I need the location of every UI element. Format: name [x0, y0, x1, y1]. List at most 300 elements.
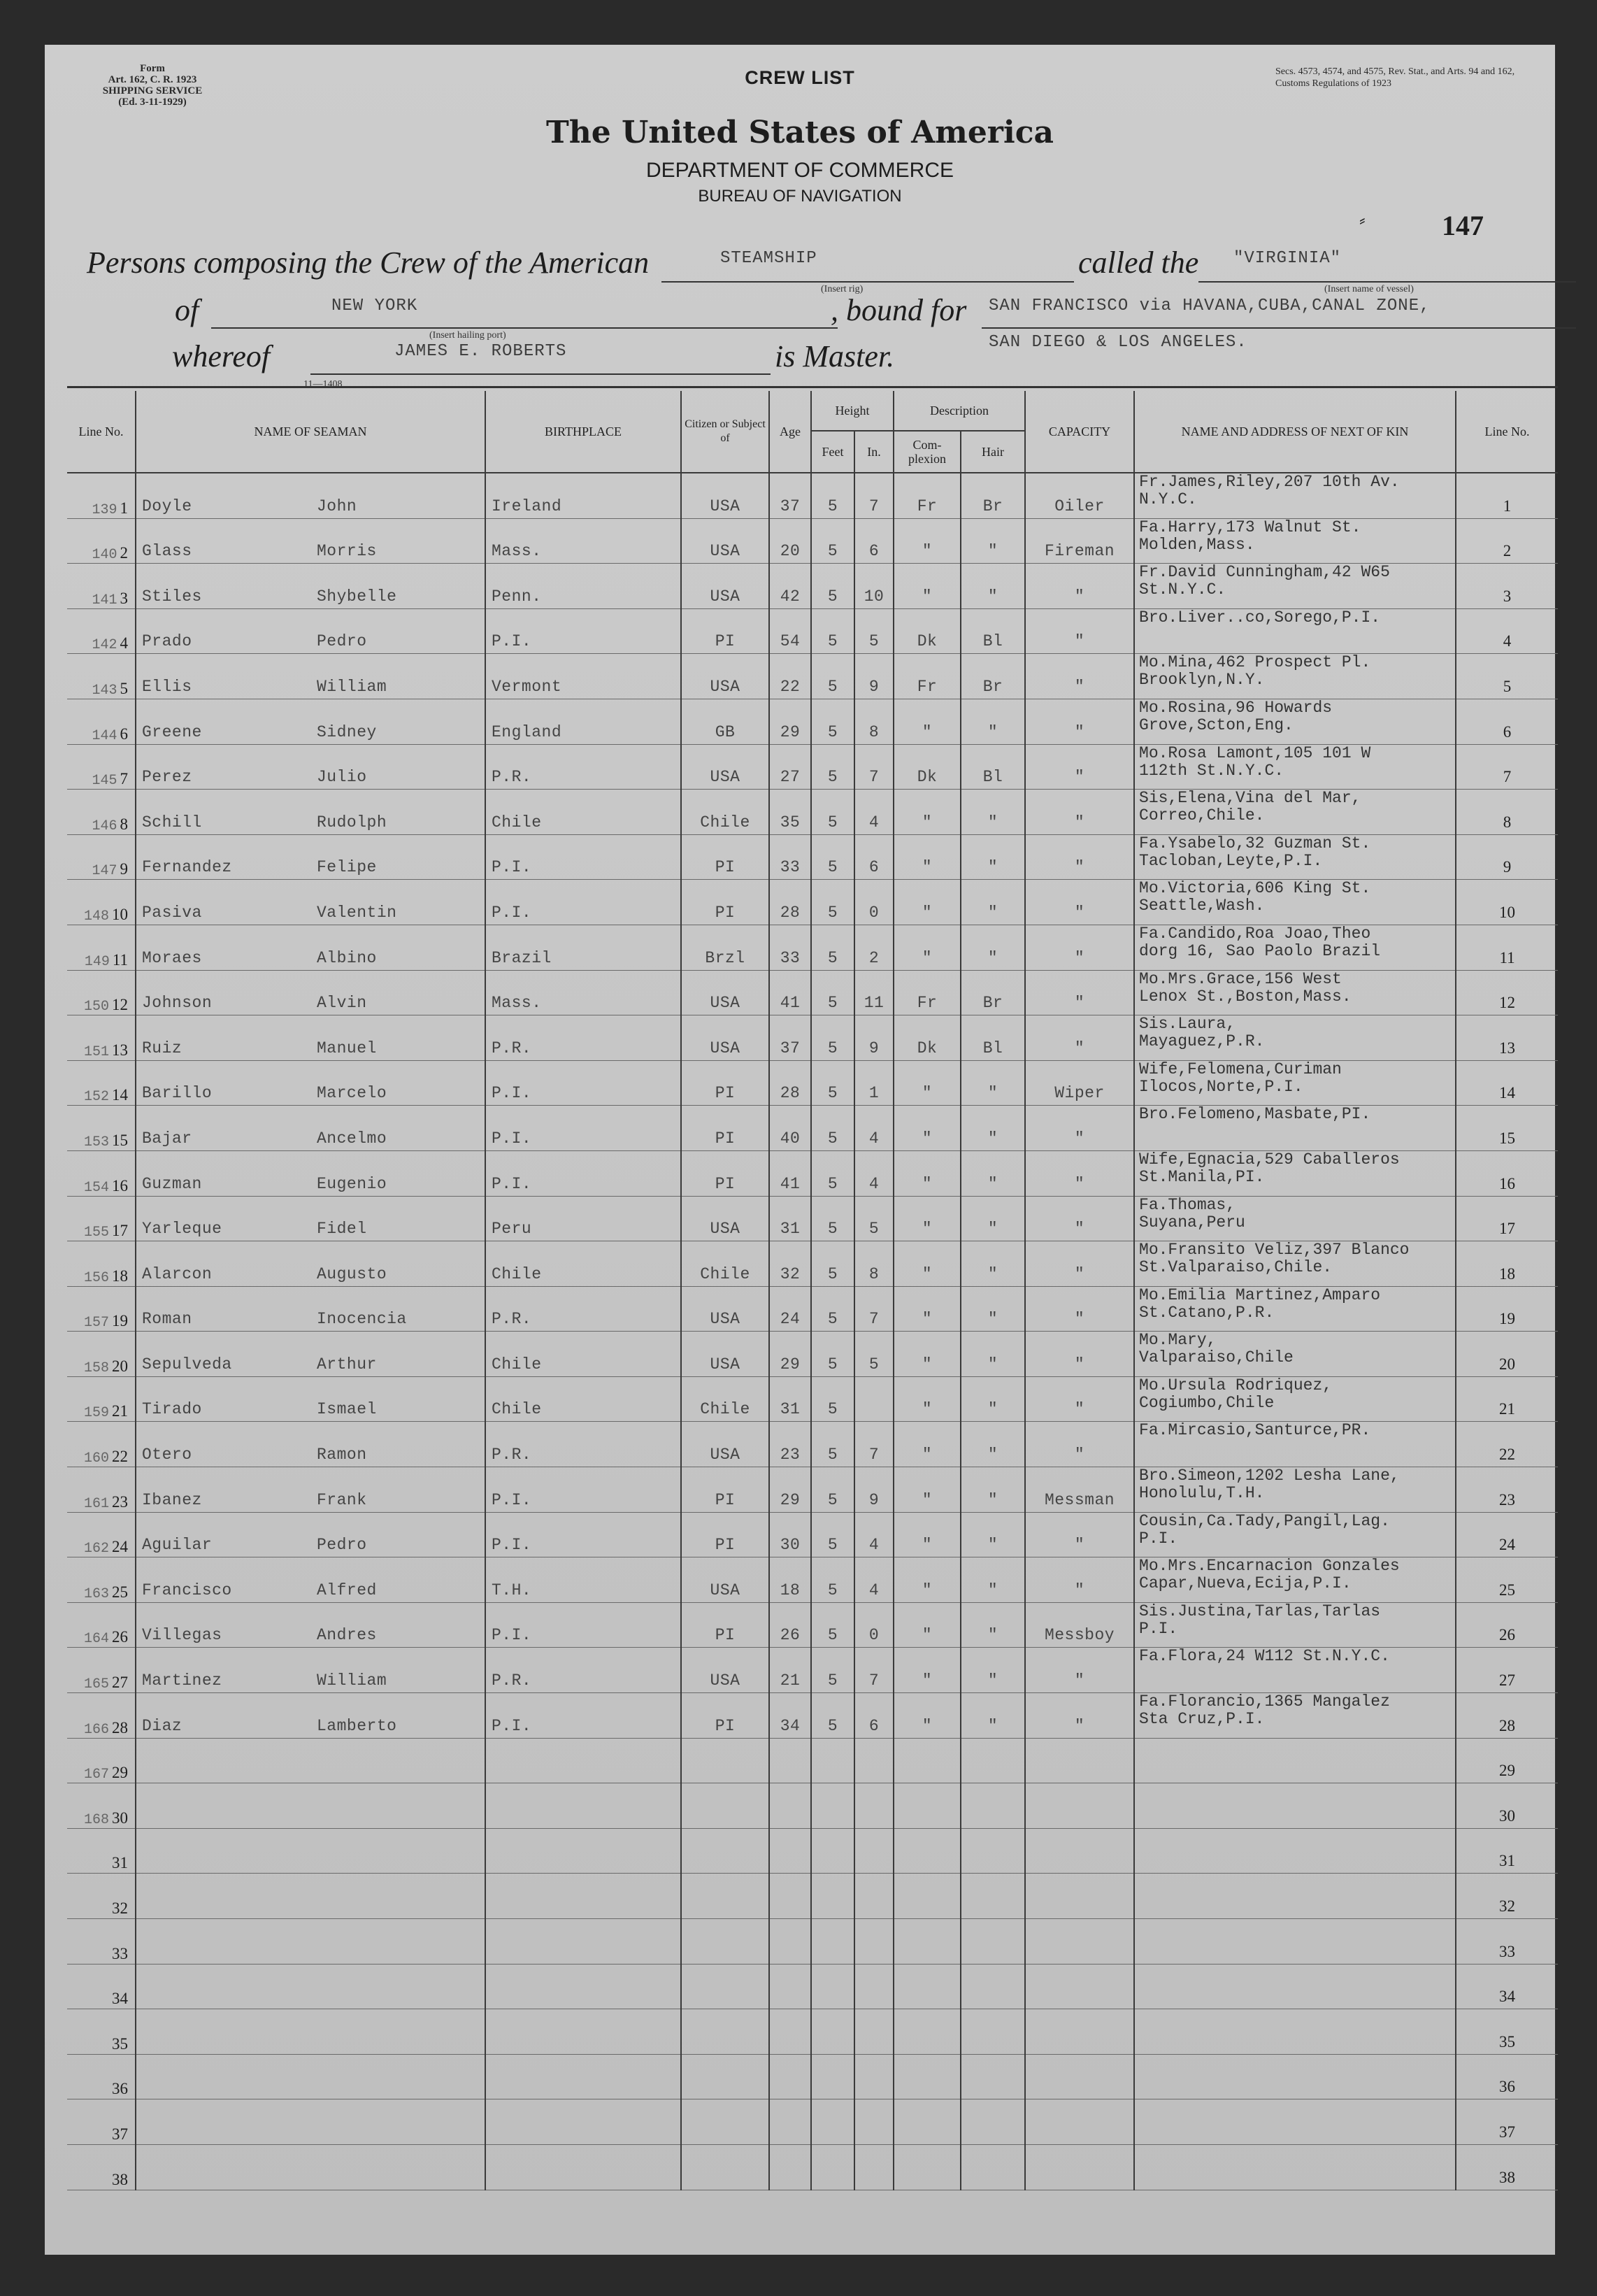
next-of-kin-line-1: Bro.Liver..co,Sorego,P.I. [1139, 608, 1381, 627]
height-feet-cell: 5 [811, 1196, 854, 1241]
height-inches-cell: 6 [854, 834, 894, 880]
birthplace-cell: P.R. [485, 1648, 681, 1693]
next-of-kin-cell [1134, 699, 1456, 744]
line-number-right: 2 [1456, 518, 1558, 564]
line-number-right: 19 [1456, 1286, 1558, 1332]
next-of-kin-line-1: Fa.Thomas, [1139, 1196, 1236, 1214]
complexion-cell: " [894, 1376, 961, 1422]
next-of-kin-cell [1134, 790, 1456, 835]
line-number-cell [67, 2099, 136, 2145]
hair-cell: " [961, 880, 1025, 925]
complexion-cell [894, 1738, 961, 1783]
hair-cell: Bl [961, 1015, 1025, 1061]
line-number-cell [67, 1512, 136, 1557]
next-of-kin-cell [1134, 1874, 1456, 1919]
birthplace-cell [485, 2054, 681, 2099]
height-feet-cell: 5 [811, 1376, 854, 1422]
complexion-cell: " [894, 564, 961, 609]
pencil-tick-icon: ⸗ [1359, 210, 1366, 230]
capacity-cell: " [1025, 1241, 1134, 1287]
height-feet-cell: 5 [811, 1422, 854, 1467]
crew-row [67, 1783, 1558, 1829]
seaman-name-cell [136, 1557, 485, 1603]
line-number: 30 [112, 1809, 128, 1827]
capacity-cell: " [1025, 834, 1134, 880]
citizen-cell: PI [681, 1602, 769, 1648]
next-of-kin-line-1: Fa.Flora,24 W112 St.N.Y.C. [1139, 1648, 1390, 1666]
header-hair: Hair [961, 431, 1025, 473]
line-number: 23 [112, 1492, 128, 1511]
seaman-name-cell [136, 744, 485, 790]
next-of-kin-line-1: Mo.Victoria,606 King St. [1139, 880, 1371, 898]
height-inches-cell: 7 [854, 1422, 894, 1467]
age-cell [769, 1783, 811, 1829]
line-number: 4 [120, 634, 128, 653]
crew-list-title: CREW LIST [745, 67, 855, 88]
next-of-kin-line-2: dorg 16, Sao Paolo Brazil [1139, 942, 1381, 960]
capacity-cell [1025, 2099, 1134, 2145]
line-number: 20 [112, 1357, 128, 1375]
line-number-cell [67, 1286, 136, 1332]
margin-number: 143 [92, 682, 117, 699]
complexion-cell: " [894, 1106, 961, 1151]
complexion-cell: " [894, 1332, 961, 1377]
hair-cell: " [961, 1512, 1025, 1557]
hair-cell: " [961, 564, 1025, 609]
margin-number: 148 [83, 908, 109, 925]
next-of-kin-cell [1134, 2099, 1456, 2145]
next-of-kin-line-2: Molden,Mass. [1139, 536, 1255, 554]
height-feet-cell [811, 1964, 854, 2009]
hair-cell: " [961, 1557, 1025, 1603]
seaman-last-name: Moraes [142, 948, 202, 967]
line-number-right: 23 [1456, 1467, 1558, 1513]
capacity-cell: " [1025, 1557, 1134, 1603]
rig-line [661, 281, 1074, 283]
capacity-cell: " [1025, 1693, 1134, 1739]
age-cell: 24 [769, 1286, 811, 1332]
next-of-kin-cell [1134, 608, 1456, 654]
seaman-first-name: Alfred [317, 1581, 377, 1599]
age-cell [769, 1919, 811, 1965]
capacity-cell: " [1025, 1332, 1134, 1377]
citizen-cell: PI [681, 880, 769, 925]
age-cell: 37 [769, 473, 811, 518]
capacity-cell: Wiper [1025, 1060, 1134, 1106]
citizen-cell: PI [681, 834, 769, 880]
line-number: 12 [112, 996, 128, 1014]
next-of-kin-line-2: Cogiumbo,Chile [1139, 1394, 1275, 1412]
next-of-kin-line-2: N.Y.C. [1139, 491, 1197, 508]
hair-cell [961, 2009, 1025, 2055]
complexion-cell: " [894, 1150, 961, 1196]
height-inches-cell: 9 [854, 1467, 894, 1513]
crew-row [67, 2144, 1558, 2190]
header-line-no-right: Line No. [1456, 391, 1558, 473]
birthplace-cell: Chile [485, 1332, 681, 1377]
seaman-first-name: Morris [317, 542, 377, 561]
crew-row [67, 834, 1558, 880]
next-of-kin-line-2: Capar,Nueva,Ecija,P.I. [1139, 1575, 1352, 1593]
line-number: 26 [112, 1628, 128, 1646]
seaman-first-name: Inocencia [317, 1310, 407, 1329]
line-number-cell [67, 2144, 136, 2190]
seaman-first-name: William [317, 677, 387, 696]
age-cell: 18 [769, 1557, 811, 1603]
line-number: 36 [112, 2080, 128, 2098]
margin-number: 155 [83, 1225, 109, 1241]
master-label: is Master. [775, 339, 895, 373]
hair-cell: " [961, 1060, 1025, 1106]
header-inches: In. [854, 431, 894, 473]
complexion-cell: " [894, 790, 961, 835]
height-inches-cell: 11 [854, 970, 894, 1015]
line-number: 32 [112, 1899, 128, 1917]
hair-cell [961, 1783, 1025, 1829]
seaman-name-cell [136, 564, 485, 609]
margin-number: 145 [92, 773, 117, 790]
crew-row [67, 2054, 1558, 2099]
hair-cell: " [961, 1332, 1025, 1377]
line-number-right: 12 [1456, 970, 1558, 1015]
line-number-cell [67, 1648, 136, 1693]
height-feet-cell: 5 [811, 1241, 854, 1287]
next-of-kin-line-2: Grove,Scton,Eng. [1139, 716, 1294, 734]
birthplace-cell: P.I. [485, 1150, 681, 1196]
seaman-name-cell [136, 473, 485, 518]
capacity-cell: " [1025, 699, 1134, 744]
margin-number: 151 [83, 1043, 109, 1060]
line-number-right: 6 [1456, 699, 1558, 744]
complexion-cell: " [894, 518, 961, 564]
next-of-kin-cell [1134, 1512, 1456, 1557]
seaman-last-name: Martinez [142, 1671, 222, 1690]
height-inches-cell [854, 1783, 894, 1829]
line-number-cell [67, 790, 136, 835]
seaman-first-name: Pedro [317, 632, 367, 651]
hair-cell [961, 1919, 1025, 1965]
line-number: 29 [112, 1764, 128, 1782]
capacity-cell [1025, 1828, 1134, 1874]
hair-cell [961, 2099, 1025, 2145]
capacity-cell [1025, 1919, 1134, 1965]
bound-line [982, 327, 1576, 329]
line-number-right: 11 [1456, 925, 1558, 970]
height-inches-cell: 4 [854, 1557, 894, 1603]
birthplace-cell [485, 2099, 681, 2145]
vessel-line [1198, 281, 1576, 283]
margin-number: 161 [83, 1495, 109, 1512]
port-value: NEW YORK [331, 297, 418, 315]
birthplace-cell [485, 2144, 681, 2190]
next-of-kin-line-1: Wife,Felomena,Curiman [1139, 1060, 1342, 1078]
birthplace-cell [485, 1964, 681, 2009]
crew-row [67, 1964, 1558, 2009]
line-number-cell [67, 834, 136, 880]
line-number-right: 20 [1456, 1332, 1558, 1377]
hair-cell: " [961, 1648, 1025, 1693]
next-of-kin-cell [1134, 1467, 1456, 1513]
age-cell [769, 1964, 811, 2009]
line-number: 2 [120, 544, 128, 562]
height-inches-cell: 4 [854, 1512, 894, 1557]
birthplace-cell: Penn. [485, 564, 681, 609]
height-inches-cell: 2 [854, 925, 894, 970]
seaman-last-name: Ellis [142, 677, 192, 696]
height-feet-cell: 5 [811, 1512, 854, 1557]
line-number-cell [67, 1874, 136, 1919]
margin-number: 139 [92, 501, 117, 518]
seaman-first-name: Sidney [317, 722, 377, 741]
port-line [211, 327, 838, 329]
crew-row [67, 1874, 1558, 1919]
hair-cell [961, 1828, 1025, 1874]
crew-row [67, 1150, 1558, 1196]
seaman-last-name: Stiles [142, 587, 202, 606]
line-number-right: 36 [1456, 2054, 1558, 2099]
next-of-kin-line-1: Mo.Emilia Martinez,Amparo [1139, 1286, 1381, 1304]
margin-number: 166 [83, 1721, 109, 1738]
line-number: 9 [120, 860, 128, 878]
line-number: 16 [112, 1176, 128, 1195]
next-of-kin-cell [1134, 1602, 1456, 1648]
birthplace-cell [485, 1874, 681, 1919]
seaman-last-name: Guzman [142, 1174, 202, 1193]
seaman-name-cell [136, 1738, 485, 1783]
capacity-cell: " [1025, 564, 1134, 609]
line-number-right: 1 [1456, 473, 1558, 518]
line-number: 34 [112, 1990, 128, 2008]
complexion-cell: Dk [894, 744, 961, 790]
crew-row [67, 2099, 1558, 2145]
hair-cell: " [961, 1602, 1025, 1648]
next-of-kin-line-2: Tacloban,Leyte,P.I. [1139, 852, 1323, 870]
header-height: Height [811, 391, 894, 431]
height-inches-cell: 0 [854, 880, 894, 925]
seaman-name-cell [136, 1874, 485, 1919]
complexion-cell [894, 1874, 961, 1919]
complexion-cell: " [894, 1467, 961, 1513]
complexion-cell: Dk [894, 1015, 961, 1061]
margin-number: 164 [83, 1631, 109, 1648]
capacity-cell: " [1025, 1286, 1134, 1332]
seaman-first-name: Shybelle [317, 587, 397, 606]
birthplace-cell: P.I. [485, 608, 681, 654]
next-of-kin-cell [1134, 1376, 1456, 1422]
line-number-cell [67, 1332, 136, 1377]
margin-number: 146 [92, 818, 117, 834]
next-of-kin-line-2: Ilocos,Norte,P.I. [1139, 1078, 1303, 1096]
citizen-cell: PI [681, 1467, 769, 1513]
complexion-cell: " [894, 1693, 961, 1739]
hair-cell: Br [961, 970, 1025, 1015]
height-feet-cell [811, 2099, 854, 2145]
margin-number: 159 [83, 1405, 109, 1422]
margin-number: 156 [83, 1269, 109, 1286]
capacity-cell [1025, 1874, 1134, 1919]
header-feet: Feet [811, 431, 854, 473]
seaman-last-name: Glass [142, 542, 192, 561]
seaman-last-name: Francisco [142, 1581, 232, 1599]
next-of-kin-line-1: Fr.David Cunningham,42 W65 [1139, 564, 1390, 582]
capacity-cell [1025, 2144, 1134, 2190]
line-number: 33 [112, 1944, 128, 1962]
next-of-kin-cell [1134, 1332, 1456, 1377]
height-feet-cell: 5 [811, 834, 854, 880]
birthplace-cell [485, 1783, 681, 1829]
next-of-kin-line-2: 112th St.N.Y.C. [1139, 762, 1284, 780]
citizen-cell: Brzl [681, 925, 769, 970]
height-inches-cell [854, 1376, 894, 1422]
line-number-cell [67, 1919, 136, 1965]
seaman-first-name: Felipe [317, 858, 377, 877]
header-citizen: Citizen or Subject of [681, 391, 769, 473]
next-of-kin-line-2: Lenox St.,Boston,Mass. [1139, 987, 1352, 1006]
next-of-kin-line-1: Fa.Mircasio,Santurce,PR. [1139, 1422, 1371, 1440]
age-cell: 34 [769, 1693, 811, 1739]
next-of-kin-cell [1134, 2144, 1456, 2190]
seaman-name-cell [136, 1150, 485, 1196]
next-of-kin-line-1: Mo.Mina,462 Prospect Pl. [1139, 654, 1371, 672]
complexion-cell: Dk [894, 608, 961, 654]
age-cell: 26 [769, 1602, 811, 1648]
line-number-cell [67, 2009, 136, 2055]
line-number-cell [67, 744, 136, 790]
seaman-last-name: Tirado [142, 1400, 202, 1419]
age-cell: 27 [769, 744, 811, 790]
height-inches-cell: 5 [854, 608, 894, 654]
hair-cell: " [961, 1106, 1025, 1151]
header-birthplace: BIRTHPLACE [485, 391, 681, 473]
age-cell: 33 [769, 925, 811, 970]
height-inches-cell: 5 [854, 1332, 894, 1377]
line-number: 35 [112, 2034, 128, 2053]
complexion-cell: " [894, 1512, 961, 1557]
next-of-kin-cell [1134, 1015, 1456, 1061]
hair-cell: Bl [961, 608, 1025, 654]
header-age: Age [769, 391, 811, 473]
birthplace-cell: P.I. [485, 1512, 681, 1557]
birthplace-cell: P.I. [485, 1602, 681, 1648]
age-cell: 29 [769, 1332, 811, 1377]
complexion-cell: Fr [894, 473, 961, 518]
citizen-cell: USA [681, 1286, 769, 1332]
page-number: 147 [1442, 210, 1484, 241]
hair-cell [961, 2144, 1025, 2190]
capacity-cell: " [1025, 1106, 1134, 1151]
line-number-cell [67, 1241, 136, 1287]
next-of-kin-cell [1134, 1286, 1456, 1332]
header-name: NAME OF SEAMAN [136, 391, 485, 473]
hair-cell [961, 1738, 1025, 1783]
citizen-cell: PI [681, 1106, 769, 1151]
seaman-first-name: Lamberto [317, 1716, 397, 1735]
bureau-title: BUREAU OF NAVIGATION [698, 187, 902, 206]
height-feet-cell: 5 [811, 790, 854, 835]
seaman-last-name: Aguilar [142, 1536, 213, 1555]
citizen-cell: Chile [681, 790, 769, 835]
next-of-kin-line-2: St.Valparaiso,Chile. [1139, 1259, 1333, 1277]
height-feet-cell: 5 [811, 1693, 854, 1739]
citizen-cell: PI [681, 1512, 769, 1557]
line-number-right: 13 [1456, 1015, 1558, 1061]
line-number-cell [67, 1422, 136, 1467]
citizen-cell: PI [681, 1150, 769, 1196]
margin-number: 165 [83, 1676, 109, 1693]
line-number-right: 31 [1456, 1828, 1558, 1874]
capacity-cell: " [1025, 880, 1134, 925]
seaman-first-name: Albino [317, 948, 377, 967]
line-number-right: 14 [1456, 1060, 1558, 1106]
margin-number: 157 [83, 1315, 109, 1332]
line-number-cell [67, 1376, 136, 1422]
line-number-cell [67, 1693, 136, 1739]
height-inches-cell [854, 2054, 894, 2099]
line-number-right: 24 [1456, 1512, 1558, 1557]
seaman-last-name: Greene [142, 722, 202, 741]
line-number-right: 38 [1456, 2144, 1558, 2190]
hair-cell: " [961, 925, 1025, 970]
birthplace-cell: P.R. [485, 744, 681, 790]
complexion-cell: " [894, 1286, 961, 1332]
line-number-cell [67, 1060, 136, 1106]
hair-cell: " [961, 1286, 1025, 1332]
line-number-right: 27 [1456, 1648, 1558, 1693]
line-number-right: 15 [1456, 1106, 1558, 1151]
line-number: 15 [112, 1131, 128, 1149]
crew-row [67, 880, 1558, 925]
capacity-cell: " [1025, 608, 1134, 654]
line-number-right: 29 [1456, 1738, 1558, 1783]
age-cell: 29 [769, 1467, 811, 1513]
height-inches-cell: 8 [854, 699, 894, 744]
seaman-name-cell [136, 970, 485, 1015]
line-number-cell [67, 1196, 136, 1241]
height-feet-cell: 5 [811, 654, 854, 699]
line-number-cell [67, 473, 136, 518]
height-inches-cell: 6 [854, 1693, 894, 1739]
height-inches-cell [854, 1828, 894, 1874]
next-of-kin-cell [1134, 744, 1456, 790]
height-inches-cell: 8 [854, 1241, 894, 1287]
height-feet-cell: 5 [811, 1557, 854, 1603]
seaman-name-cell [136, 1286, 485, 1332]
seaman-first-name: Valentin [317, 903, 397, 922]
capacity-cell: " [1025, 970, 1134, 1015]
citizen-cell [681, 2054, 769, 2099]
height-inches-cell: 4 [854, 1106, 894, 1151]
seaman-last-name: Alarcon [142, 1264, 213, 1283]
next-of-kin-line-1: Sis.Laura, [1139, 1015, 1236, 1034]
crew-row [67, 744, 1558, 790]
next-of-kin-line-1: Mo.Mary, [1139, 1332, 1217, 1350]
capacity-cell: " [1025, 1150, 1134, 1196]
age-cell [769, 2144, 811, 2190]
complexion-cell: " [894, 1241, 961, 1287]
line-number: 21 [112, 1402, 128, 1420]
height-feet-cell [811, 1828, 854, 1874]
birthplace-cell: P.I. [485, 1693, 681, 1739]
line-number: 28 [112, 1718, 128, 1737]
citizen-cell: PI [681, 1693, 769, 1739]
department-title: DEPARTMENT OF COMMERCE [645, 159, 954, 182]
crew-row [67, 1376, 1558, 1422]
crew-row [67, 1919, 1558, 1965]
height-feet-cell: 5 [811, 1106, 854, 1151]
seaman-name-cell [136, 654, 485, 699]
seaman-first-name: Eugenio [317, 1174, 387, 1193]
citizen-cell: Chile [681, 1376, 769, 1422]
